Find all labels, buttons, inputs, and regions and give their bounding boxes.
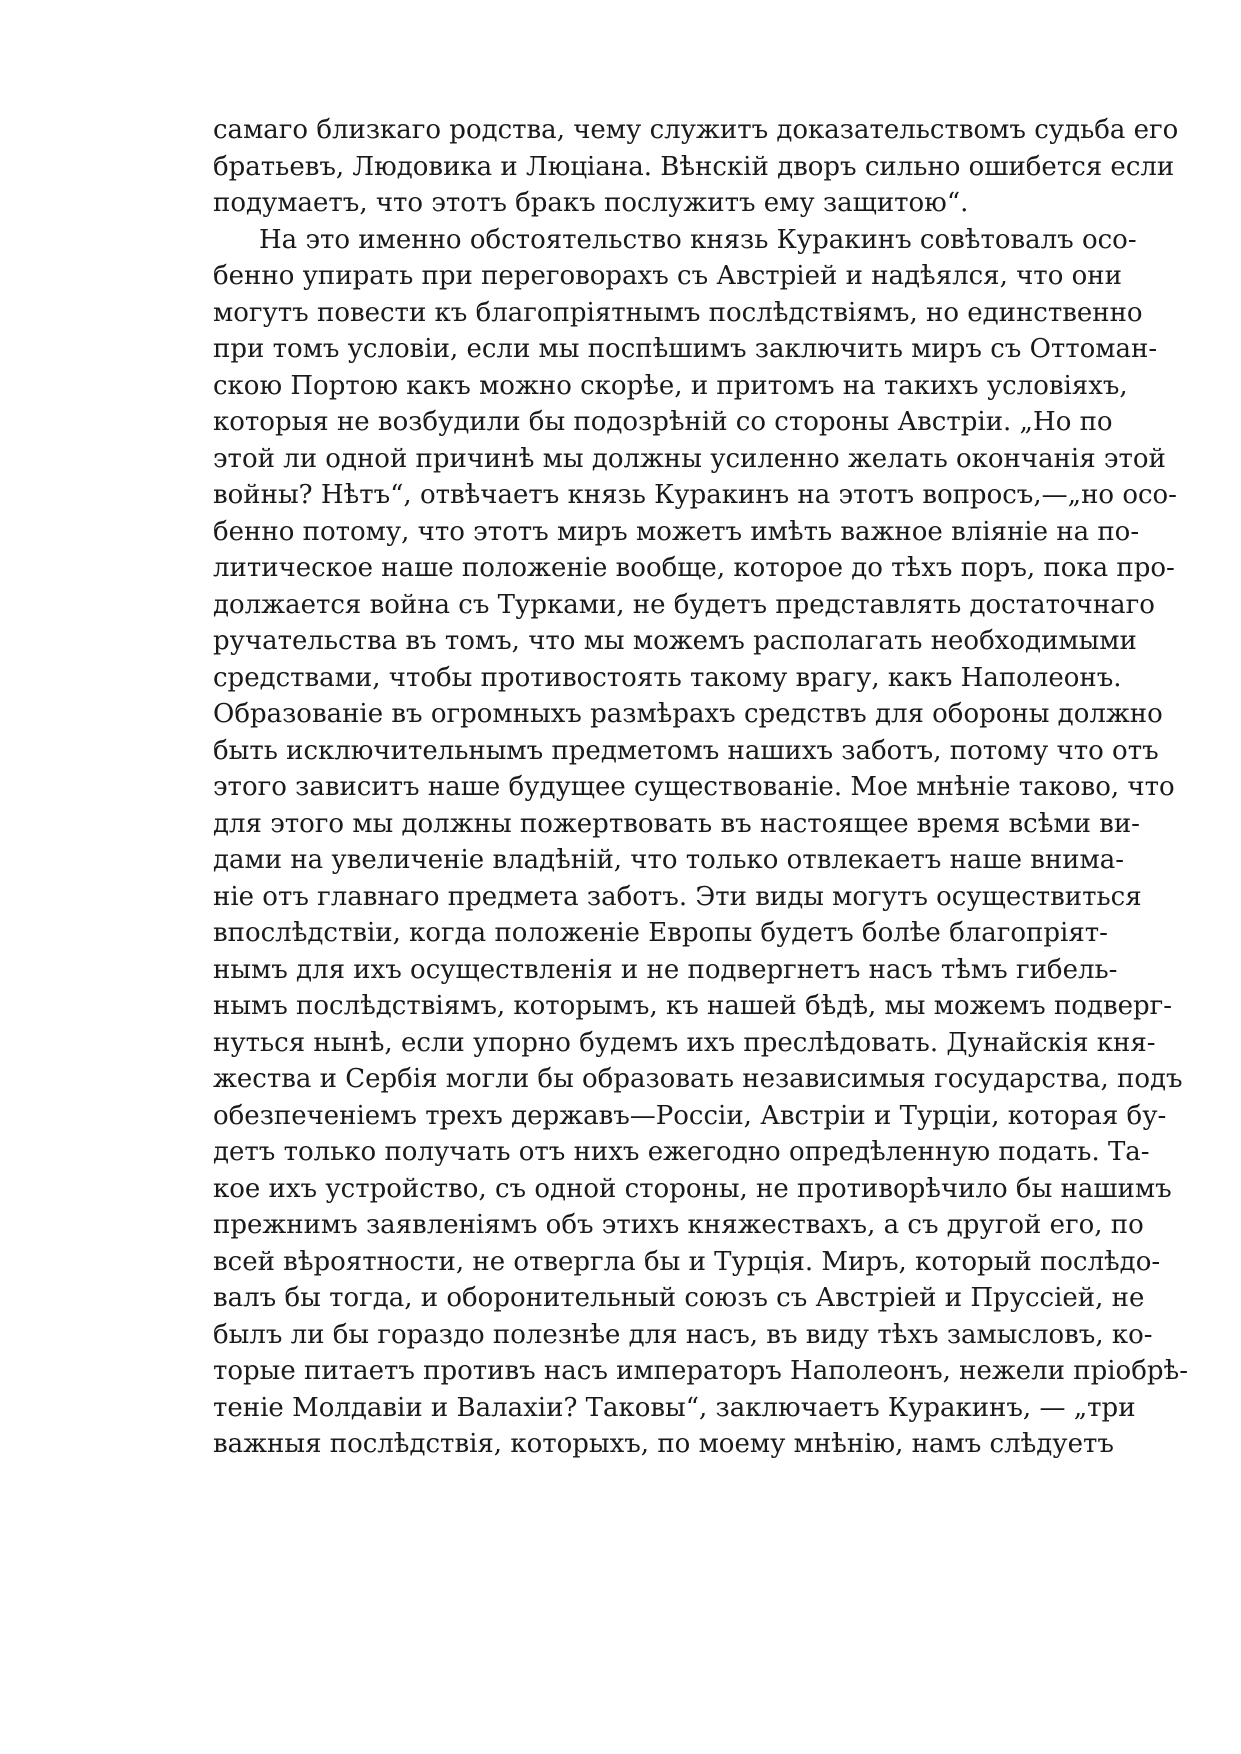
text-line: этой ли одной причинѣ мы должны усиленно желать окончанія этой	[213, 443, 1166, 474]
text-line: прежнимъ заявленіямъ объ этихъ княжествахъ, а съ другой его, по	[213, 1210, 1144, 1240]
text-line: при томъ условіи, если мы поспѣшимъ заключить миръ съ Оттоман-	[213, 334, 1158, 364]
text-line: теніе Молдавіи и Валахіи? Таковы“, заключаетъ Куракинъ, — „три	[213, 1392, 1136, 1423]
text-line: обезпеченіемъ трехъ державъ—Россіи, Австріи и Турціи, которая бу-	[213, 1100, 1167, 1131]
body-text	[213, 112, 1188, 1463]
text-line: важныя послѣдствія, которыхъ, по моему мнѣнію, намъ слѣдуетъ	[213, 1429, 1114, 1459]
text-line: для этого мы должны пожертвовать въ настоящее время всѣми ви-	[213, 808, 1140, 839]
text-line: бенно потому, что этотъ миръ можетъ имѣть важное вліяніе на по-	[213, 516, 1140, 547]
text-line: должается война съ Турками, не будетъ представлять достаточнаго	[213, 589, 1155, 620]
text-line: ручательства въ томъ, что мы можемъ располагать необходимыми	[213, 626, 1137, 656]
text-line: литическое наше положеніе вообще, которое до тѣхъ поръ, пока про-	[213, 553, 1175, 583]
text-line: братьевъ, Людовика и Люціана. Вѣнскій дворъ сильно ошибется если	[213, 151, 1175, 182]
text-line: дами на увеличеніе владѣній, что только отвлекаетъ наше внима-	[213, 845, 1125, 875]
text-line: нуться нынѣ, если упорно будемъ ихъ преслѣдовать. Дунайскія кня-	[213, 1027, 1156, 1058]
text-line: нымъ для ихъ осуществленія и не подвергнетъ насъ тѣмъ гибель-	[213, 954, 1118, 985]
text-line: кое ихъ устройство, съ одной стороны, не противорѣчило бы нашимъ	[213, 1173, 1172, 1204]
text-line: жества и Сербія могли бы образовать независимыя государства, подъ	[213, 1064, 1183, 1094]
text-line: былъ ли бы гораздо полезнѣе для насъ, въ виду тѣхъ замысловъ, ко-	[213, 1319, 1153, 1350]
paragraph-first-line: На это именно обстоятельство князь Куракинъ совѣтовалъ осо-	[259, 224, 1137, 255]
text-line: ніе отъ главнаго предмета заботъ. Эти виды могутъ осуществиться	[213, 881, 1142, 912]
text-line: Образованіе въ огромныхъ размѣрахъ средствъ для обороны должно	[213, 699, 1163, 729]
text-line: валъ бы тогда, и оборонительный союзъ съ Австріей и Пруссіей, не	[213, 1283, 1145, 1313]
text-line: могутъ повести къ благопріятнымъ послѣдствіямъ, но единственно	[213, 297, 1143, 328]
text-line: детъ только получать отъ нихъ ежегодно опредѣленную подать. Та-	[213, 1137, 1150, 1167]
text-line: средствами, чтобы противостоять такому врагу, какъ Наполеонъ.	[213, 662, 1122, 693]
text-line: войны? Нѣтъ“, отвѣчаетъ князь Куракинъ на этотъ вопросъ,—„но осо-	[213, 480, 1177, 510]
text-line: всей вѣроятности, не отвергла бы и Турція. Миръ, который послѣдо-	[213, 1246, 1161, 1277]
text-line: впослѣдствіи, когда положеніе Европы будетъ болѣе благопріят-	[213, 918, 1108, 948]
text-line: быть исключительнымъ предметомъ нашихъ заботъ, потому что отъ	[213, 735, 1159, 766]
text-line: скою Портою какъ можно скорѣе, и притомъ на такихъ условіяхъ,	[213, 370, 1128, 401]
text-line: этого зависитъ наше будущее существованіе. Мое мнѣніе таково, что	[213, 772, 1175, 802]
text-line: которыя не возбудили бы подозрѣній со стороны Австріи. „Но по	[213, 407, 1113, 437]
text-line: бенно упирать при переговорахъ съ Австріей и надѣялся, что они	[213, 261, 1122, 291]
text-line: подумаетъ, что этотъ бракъ послужитъ ему защитою“.	[213, 188, 969, 218]
text-line: нымъ послѣдствіямъ, которымъ, къ нашей бѣдѣ, мы можемъ подверг-	[213, 991, 1173, 1021]
text-line: самаго близкаго родства, чему служитъ доказательствомъ судьба его	[213, 115, 1179, 145]
text-line: торые питаетъ противъ насъ императоръ Наполеонъ, нежели пріобрѣ-	[213, 1356, 1188, 1386]
